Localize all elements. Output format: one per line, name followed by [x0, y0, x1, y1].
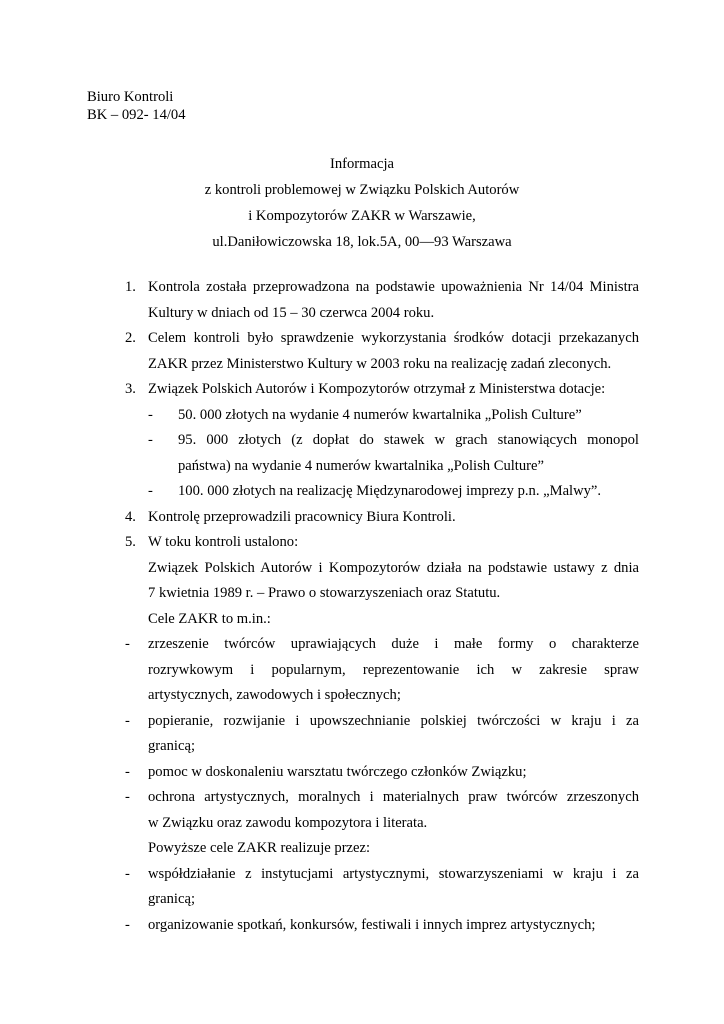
dash-marker: - — [125, 789, 130, 805]
reference-number: BK – 092- 14/04 — [87, 107, 186, 123]
list-item — [125, 326, 639, 377]
title-line-1: Informacja — [329, 156, 394, 172]
means-text-line: organizowanie spotkań, konkursów, festiwali i innych imprez artystycznych; — [148, 916, 596, 933]
goal-text-line: rozrywkowym i popularnym, reprezentowanie ich w zakresie spraw — [148, 661, 639, 678]
goal-text-line: pomoc w doskonaleniu warsztatu twórczego członków Związku; — [148, 763, 527, 780]
goal-text-line: w Związku oraz zawodu kompozytora i literata. — [148, 814, 428, 831]
means-text-line: współdziałanie z instytucjami artystycznymi, stowarzyszeniami w kraju i za — [148, 865, 639, 882]
means-heading-block — [125, 836, 639, 862]
goal-item — [125, 632, 639, 709]
item-number: 1. — [125, 279, 136, 295]
goals-list — [125, 632, 639, 836]
means-text-line: granicą; — [148, 891, 195, 907]
dash-marker: - — [125, 865, 130, 882]
dash-marker: - — [125, 712, 130, 729]
item-text-line: Kontrolę przeprowadzili pracownicy Biura Kontroli. — [148, 508, 456, 525]
goal-item — [125, 760, 639, 786]
grants-list — [125, 403, 639, 505]
list-item — [125, 275, 639, 326]
item-text-line: Celem kontroli było sprawdzenie wykorzystania środków dotacji przekazanych — [148, 330, 639, 346]
document-body — [125, 275, 639, 938]
grant-item — [148, 403, 639, 429]
grant-item — [148, 479, 639, 505]
item-text-line: ZAKR przez Ministerstwo Kultury w 2003 roku na realizację zadań zleconych. — [148, 355, 612, 372]
item-number: 4. — [125, 508, 136, 525]
item-number: 3. — [125, 381, 136, 397]
document-header — [87, 88, 186, 124]
item-number: 2. — [125, 330, 136, 346]
item-number: 5. — [125, 534, 136, 550]
goal-text-line: granicą; — [148, 738, 195, 754]
dash-marker: - — [125, 763, 130, 780]
title-line-4: ul.Daniłowiczowska 18, lok.5A, 00—93 Warszawa — [212, 234, 512, 250]
goals-heading: Cele ZAKR to m.in.: — [148, 610, 271, 627]
grant-text-line: 95. 000 złotych (z dopłat do stawek w grach stanowiących monopol — [178, 432, 639, 448]
title-line-3: i Kompozytorów ZAKR w Warszawie, — [248, 208, 476, 224]
dash-marker: - — [148, 483, 153, 499]
dash-marker: - — [148, 432, 153, 448]
grant-text-line: państwa) na wydanie 4 numerów kwartalnika „Polish Culture” — [178, 457, 544, 474]
dash-marker: - — [148, 406, 153, 423]
grant-text-line: 50. 000 złotych na wydanie 4 numerów kwartalnika „Polish Culture” — [178, 406, 582, 423]
item-text-line: W toku kontroli ustalono: — [148, 534, 299, 550]
goal-text-line: ochrona artystycznych, moralnych i materialnych praw twórców zrzeszonych — [148, 789, 639, 805]
findings-paragraph — [125, 556, 639, 633]
item-text-line: Związek Polskich Autorów i Kompozytorów otrzymał z Ministerstwa dotacje: — [148, 381, 606, 397]
title-line-2: z kontroli problemowej w Związku Polskich Autorów — [204, 182, 520, 198]
list-item — [125, 377, 639, 403]
goal-item — [125, 709, 639, 760]
goal-item — [125, 785, 639, 836]
means-list — [125, 862, 639, 939]
document-title — [87, 151, 637, 255]
item-text-line: Kontrola została przeprowadzona na podstawie upoważnienia Nr 14/04 Ministra — [148, 279, 639, 295]
office-name: Biuro Kontroli — [87, 89, 174, 105]
means-heading: Powyższe cele ZAKR realizuje przez: — [148, 840, 371, 856]
means-item — [125, 913, 639, 939]
goal-text-line: zrzeszenie twórców uprawiających duże i małe formy o charakterze — [148, 636, 639, 652]
goal-text-line: artystycznych, zawodowych i społecznych; — [148, 687, 401, 703]
list-item — [125, 505, 639, 531]
item-text-line: Kultury w dniach od 15 – 30 czerwca 2004 roku. — [148, 304, 435, 321]
dash-marker: - — [125, 916, 130, 933]
paragraph-line: Związek Polskich Autorów i Kompozytorów działa na podstawie ustawy z dnia — [148, 559, 639, 576]
means-item — [125, 862, 639, 913]
paragraph-line: 7 kwietnia 1989 r. – Prawo o stowarzyszeniach oraz Statutu. — [148, 585, 501, 601]
list-item — [125, 530, 639, 556]
goal-text-line: popieranie, rozwijanie i upowszechnianie polskiej twórczości w kraju i za — [148, 712, 639, 729]
grant-item — [148, 428, 639, 479]
dash-marker: - — [125, 636, 130, 652]
grant-text-line: 100. 000 złotych na realizację Międzynarodowej imprezy p.n. „Malwy”. — [178, 483, 602, 499]
